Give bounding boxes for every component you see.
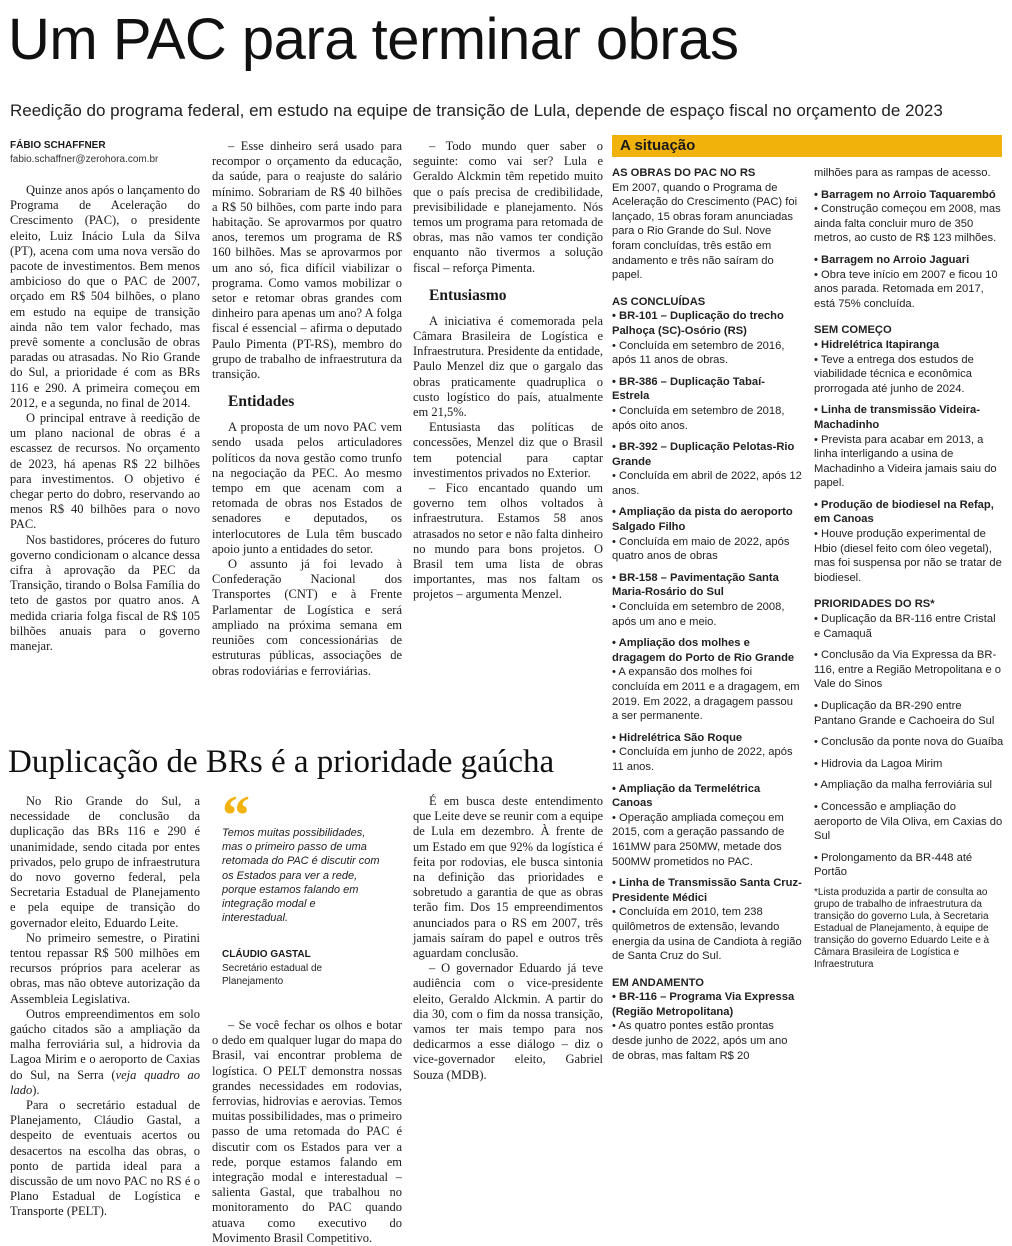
sidebar-item-title: • Barragem no Arroio Jaguari [814, 253, 970, 266]
paragraph: O principal entrave à reedição de um plano nacional de obras é a escassez de recursos. No orçamento de 2023, há apenas R$ 22 bilhões para investimentos. O objetivo é chegar perto do dobro, reservando ao menos R$ 40 bilhões para o novo PAC. [10, 411, 200, 532]
sidebar-col1 [612, 166, 802, 1070]
paragraph: – Fico encantado quando um governo tem olhos voltados à infraestrutura. Estamos 58 anos atrasados no setor e não falta dinheiro no mundo para bons projetos. O Brasil tem uma lista de obras importantes, mas nos faltam os projetos – argumenta Menzel. [413, 481, 603, 602]
priorities-list [814, 612, 1004, 880]
sidebar-item-text: • Teve a entrega dos estudos de viabilidade técnica e econômica prorrogada até junho de 2024. [814, 353, 974, 395]
article1-col1 [10, 183, 200, 654]
paragraph: A iniciativa é comemorada pela Câmara Brasileira de Logística e Infraestrutura. Presidente da entidade, Paulo Menzel diz que o gargalo das obras praticamente quadruplica o custo logístico do país, atualmente em 21,5%. [413, 313, 603, 420]
byline-name: FÁBIO SCHAFFNER [10, 140, 106, 151]
sidebar-section-heading: SEM COMEÇO [814, 324, 892, 337]
article1-col3 [413, 139, 603, 603]
sidebar-section-heading: PRIORIDADES DO RS* [814, 598, 935, 611]
sidebar-text: Em 2007, quando o Programa de Aceleração do Crescimento (PAC) foi lançado, 15 obras foram anunciadas para o Rio Grande do Sul. Nove foram concluídas, três estão em andamento e três não saíram do papel. [612, 181, 798, 282]
sidebar-section-heading: AS OBRAS DO PAC NO RS [612, 167, 756, 179]
priority-item: • Hidrovia da Lagoa Mirim [814, 757, 943, 770]
sidebar-item-title: • BR-101 – Duplicação do trecho Palhoça (SC)-Osório (RS) [612, 310, 784, 337]
priority-item: • Conclusão da ponte nova do Guaíba [814, 736, 1004, 749]
paragraph: É em busca deste entendimento que Leite deve se reunir com a equipe de Lula em dezembro. À frente de um Estado em que 92% da logística é feita por rodovias, ele busca sintonia na definição das prioridades e sobretudo a garantia de que as obras terão fim. Dos 15 empreendimentos anunciados para o RS em 2007, três jamais saíram do papel e outros três aguardam conclusão. [413, 794, 603, 961]
sidebar-item-title: • Hidrelétrica São Roque [612, 731, 743, 744]
quote-mark-icon: “ [222, 785, 250, 847]
byline-email[interactable]: fabio.schaffner@zerohora.com.br [10, 154, 159, 165]
priority-item: • Conclusão da Via Expressa da BR-116, entre a Região Metropolitana e o Vale do Sinos [814, 649, 1001, 691]
section-heading: Entusiasmo [429, 286, 507, 304]
sidebar-item-title: • BR-386 – Duplicação Tabaí-Estrela [612, 375, 765, 403]
sidebar-item-title: • Hidrelétrica Itapiranga [814, 338, 940, 351]
not-started-list [814, 338, 1004, 586]
paragraph: O assunto já foi levado à Confederação Nacional dos Transportes (CNT) e à Frente Parlamentar de Logística e será ampliado na próxima semana em reuniões com concessionárias de estruturas públicas, associações de obras rodoviárias e ferroviárias. [212, 557, 402, 678]
text-run-italic: veja quadro ao lado [10, 1067, 200, 1097]
pull-quote-role: Secretário estadual de Planejamento [222, 963, 323, 987]
paragraph: – Se você fechar os olhos e botar o dedo em qualquer lugar do mapa do Brasil, vai encontrar problema de logística. O PELT demonstra nossas grandes necessidades em rodovias, ferrovias, hidrovias e aerovias. Temos muitas possibilidades, mas o primeiro passo de uma retomada do PAC é discutir com os Estados para ver a rede, porque estamos falando em integração modal e interestadual – salienta Gastal, que trabalhou no monitoramento do PAC quando atuava como executivo do Movimento Brasil Competitivo. [212, 1018, 402, 1245]
sidebar-item-text: • Houve produção experimental de Hbio (diesel feito com óleo vegetal), mas foi suspensa por não se tratar de biodiesel. [814, 528, 1002, 584]
priority-item: • Prolongamento da BR-448 até Portão [814, 851, 973, 879]
paragraph [10, 1007, 200, 1098]
text-run: ). [32, 1082, 40, 1097]
paragraph: A proposta de um novo PAC vem sendo usada pelos articuladores políticos da nova gestão como trunfo na negociação da PEC. Ao mesmo tempo em que acenam com a retomada de obras nos Estados de senadores e deputados, os interlocutores de Lula têm buscado apoio junto a entidades do setor. [212, 420, 402, 556]
sidebar-item-text: • Concluída em junho de 2022, após 11 anos. [612, 746, 793, 773]
sidebar-item-text: • Concluída em setembro de 2018, após oito anos. [612, 404, 785, 432]
sidebar-item-text: • Concluída em setembro de 2008, após um ano e meio. [612, 601, 785, 628]
paragraph: Entusiasta das políticas de concessões, Menzel diz que o Brasil tem potencial para captar investimentos privados no Exterior. [413, 420, 603, 480]
article2-col2 [212, 1018, 402, 1246]
page-title: Um PAC para terminar obras [8, 7, 739, 72]
sidebar-item-text: • Operação ampliada começou em 2015, com a geração passando de 161MW para 250MW, metade dos 500MW prometidos no PAC. [612, 811, 785, 868]
pull-quote-name: CLÁUDIO GASTAL [222, 949, 311, 960]
sidebar-item-text: milhões para as rampas de acesso. [814, 167, 991, 179]
sidebar-item-title: • BR-158 – Pavimentação Santa Maria-Rosário do Sul [612, 571, 779, 599]
article2-col1 [10, 794, 200, 1220]
paragraph: Quinze anos após o lançamento do Programa de Aceleração do Crescimento (PAC), o presidente eleito, Luiz Inácio Lula da Silva (PT), acena com uma nova versão do pacote de investimentos. Bem menos ambicioso do que o PAC de 2007, orçado em R$ 504 bilhões, o plano em estudo na equipe de transição ainda não tem valor fechado, mas prevê somente a conclusão de obras paradas ou atrasadas. No Rio Grande do Sul, a prioridade é com as BRs 116 e 290. A primeira começou em 2012, e a segunda, no final de 2014. [10, 183, 200, 410]
sidebar-section-heading: EM ANDAMENTO [612, 976, 704, 989]
footnote: *Lista produzida a partir de consulta ao grupo de trabalho de infraestrutura da transição do governo Lula, à Secretaria Estadual de Planejamento, à equipe de transição do governo Eduardo Leite e à Câmara Brasileira de Logística e Infraestrutura [814, 886, 990, 970]
paragraph: No Rio Grande do Sul, a necessidade de conclusão da duplicação das BRs 116 e 290 é unanimidade, sendo citada por entes privados, pelo grupo de infraestrutura do novo governo federal, pela Secretaria Estadual de Planejamento e pela equipe de transição do governador eleito, Eduardo Leite. [10, 794, 200, 930]
article1-col2 [212, 139, 402, 679]
sidebar-item-title: • Linha de Transmissão Santa Cruz-Presidente Médici [612, 877, 802, 904]
in-progress-list [814, 188, 1004, 312]
sidebar-item-title: • BR-392 – Duplicação Pelotas-Rio Grande [612, 441, 795, 468]
priority-item: • Concessão e ampliação do aeroporto de Vila Oliva, em Caxias do Sul [814, 800, 1003, 843]
sidebar-item-text: • Concluída em maio de 2022, após quatro anos de obras [612, 535, 790, 563]
sidebar-item-text: • A expansão dos molhes foi concluída em 2011 e a dragagem, em 2019. Em 2022, a dragagem passou a ser permanente. [612, 666, 800, 723]
sidebar-col2 [814, 166, 1004, 971]
paragraph: – O governador Eduardo já teve audiência com o vice-presidente eleito, Geraldo Alckmin. A partir do dia 30, com o fim da nossa transição, vamos ter mais tempo para nos dedicarmos a esse diálogo – diz o vice-governador eleito, Gabriel Souza (MDB). [413, 961, 603, 1082]
paragraph: – Esse dinheiro será usado para recompor o orçamento da educação, da saúde, para o reajuste do salário mínimo. Sobrariam de R$ 40 bilhões a R$ 50 bilhões, com parte indo para habitação. Se aprovarmos por quatro anos, teremos um programa de R$ 160 bilhões. Mas se aprovarmos por um ano só, fica difícil viabilizar o programa. Como vamos mobilizar o setor e retomar obras grandes com dinheiro para apenas um ano? A folga fiscal é essencial – afirma o deputado Paulo Pimenta (PT-RS), membro do grupo de trabalho de infraestrutura da transição. [212, 139, 402, 382]
sidebar-title: A situação [620, 137, 696, 154]
paragraph: No primeiro semestre, o Piratini tentou repassar R$ 500 milhões em recursos próprios para acelerar as obras, mas não obteve autorização da Assembleia Legislativa. [10, 930, 200, 1006]
priority-item: • Duplicação da BR-116 entre Cristal e Camaquã [814, 613, 996, 640]
sidebar-item-text: • Prevista para acabar em 2013, a linha interligando a usina de Machadinho a Videira jamais saiu do papel. [814, 433, 997, 490]
article2-col3 [413, 794, 603, 1083]
sidebar-item-text: • Concluída em setembro de 2016, após 11 anos de obras. [612, 339, 785, 367]
sidebar-item-text: • Obra teve início em 2007 e ficou 10 anos parada. Retomada em 2017, está 75% concluída. [814, 268, 998, 310]
text-run: Outros empreendimentos em solo gaúcho citados são a ampliação da malha ferroviária sul, a hidrovia da Lagoa Mirim e o aeroporto de Caxias do Sul, na Serra ( [10, 1006, 200, 1082]
sidebar-item-title: • Ampliação da Termelétrica Canoas [612, 782, 761, 810]
paragraph: Nos bastidores, próceres do futuro governo condicionam o alcance dessa cifra à aprovação da PEC da Transição, tirando o Bolsa Família do teto de gastos por quatro anos. A medida criaria folga fiscal de R$ 105 bilhões anuais para o governo manejar. [10, 532, 200, 654]
priority-item: • Duplicação da BR-290 entre Pantano Grande e Cachoeira do Sul [814, 700, 995, 727]
subheadline: Reedição do programa federal, em estudo na equipe de transição de Lula, depende de espaço fiscal no orçamento de 2023 [10, 101, 943, 120]
sidebar-item-title: • Ampliação da pista do aeroporto Salgado Filho [612, 506, 793, 534]
sidebar-item-text: • Concluída em 2010, tem 238 quilômetros de extensão, levando energia da usina de Candiota à região de Santa Cruz do Sul. [612, 906, 802, 963]
paragraph: – Todo mundo quer saber o seguinte: como vai ser? Lula e Geraldo Alckmin têm repetido muito que o país precisa de credibilidade, previsibilidade e planejamento. Nós temos um programa para retomada de obras, mas não vamos ter condição enquanto não tivermos a solução fiscal – reforça Pimenta. [413, 139, 603, 275]
section-heading: Entidades [228, 393, 295, 411]
sidebar-item-text: • Concluída em abril de 2022, após 12 anos. [612, 470, 802, 497]
sidebar-item-title: • Barragem no Arroio Taquarembó [814, 188, 996, 201]
sidebar-item-text: • Construção começou em 2008, mas ainda falta concluir muro de 350 metros, ao custo de R$ 123 milhões. [814, 203, 1001, 245]
sidebar-section-heading: AS CONCLUÍDAS [612, 295, 706, 308]
paragraph: Para o secretário estadual de Planejamento, Cláudio Gastal, a despeito de eventuais acertos ou desacertos na escolha das obras, o ponto de partida ideal para a discussão de um novo PAC no RS é o Plano Estadual de Logística e Transporte (PELT). [10, 1098, 200, 1219]
concluded-list [612, 309, 802, 963]
sidebar-item-title: • Produção de biodiesel na Refap, em Canoas [814, 498, 994, 526]
pull-quote-text: Temos muitas possibilidades, mas o primeiro passo de uma retomada do PAC é discutir com os Estados para ver a rede, porque estamos falando em integração modal e interestadual. [222, 827, 380, 925]
sidebar-item-text: • As quatro pontes estão prontas desde junho de 2022, após um ano de obras, mas faltam R$ 20 [612, 1020, 788, 1062]
sidebar-item-title: • Linha de transmissão Videira-Machadinho [814, 404, 980, 431]
priority-item: • Ampliação da malha ferroviária sul [814, 779, 993, 792]
sidebar-item-title: • Ampliação dos molhes e dragagem do Porto de Rio Grande [612, 637, 795, 664]
secondary-headline: Duplicação de BRs é a prioridade gaúcha [8, 744, 555, 780]
sidebar-item-title: • BR-116 – Programa Via Expressa (Região Metropolitana) [612, 991, 795, 1018]
